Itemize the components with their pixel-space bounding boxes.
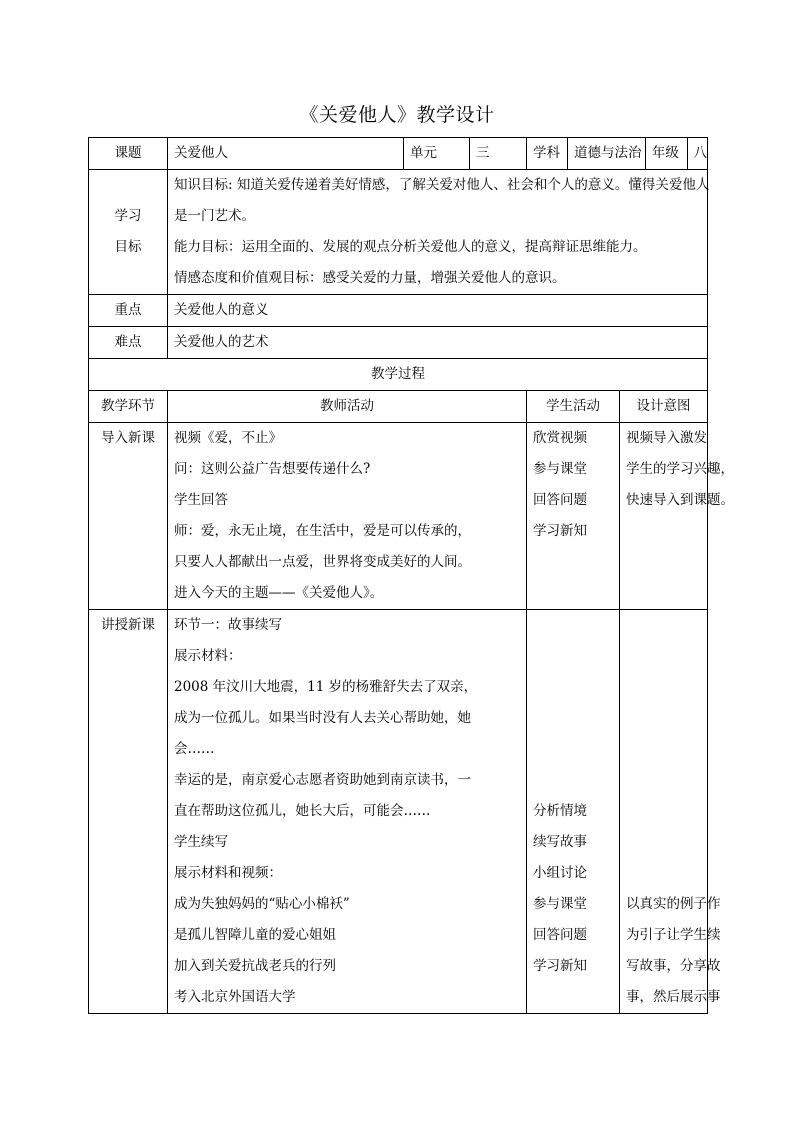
lecture-row <box>89 610 708 1014</box>
lecture-teacher-line: 加入到关爱抗战老兵的行列 <box>174 958 336 974</box>
lecture-teacher-line: 展示材料和视频： <box>174 865 282 881</box>
intro-teacher-line: 问：这则公益广告想要传递什么? <box>174 461 371 477</box>
lecture-teacher-line: 幸运的是，南京爱心志愿者资助她到南京读书，一 <box>174 772 471 788</box>
intro-teacher-line: 师：爱，永无止境，在生活中，爱是可以传承的， <box>174 523 471 539</box>
key-point-label: 重点 <box>89 295 168 327</box>
goal-line: 情感态度和价值观目标：感受关爱的力量，增强关爱他人的意识。 <box>174 270 566 286</box>
unit-value: 三 <box>470 138 527 170</box>
subject-label: 学科 <box>527 138 568 170</box>
lecture-student <box>527 610 620 1014</box>
lecture-teacher-line: 考入北京外国语大学 <box>174 989 296 1005</box>
lecture-teacher-line: 成为失独妈妈的“贴心小棉袄” <box>174 896 350 912</box>
lecture-student-line: 学习新知 <box>533 958 587 974</box>
intro-stage: 导入新课 <box>89 423 168 610</box>
lecture-teacher-line: 是孤儿智障儿童的爱心姐姐 <box>174 927 336 943</box>
lecture-intent <box>620 610 721 1014</box>
subject-grade-cell <box>568 138 708 170</box>
lecture-teacher-line: 会…… <box>174 741 215 757</box>
goals-label <box>89 170 168 295</box>
lecture-intent-line: 事，然后展示事 <box>626 989 721 1005</box>
header-row <box>89 138 708 170</box>
topic-label: 课题 <box>89 138 168 170</box>
col-student-header: 学生活动 <box>527 391 620 423</box>
goal-line: 知识目标: 知道关爱传递着美好情感，了解关爱对他人、社会和个人的意义。懂得关爱他人 <box>174 177 710 193</box>
intro-student-line: 回答问题 <box>533 492 587 508</box>
subject-value: 道德与法治 <box>568 138 646 169</box>
intro-student-line: 欣赏视频 <box>533 430 587 446</box>
key-point-row <box>89 295 708 327</box>
page-title: 《关爱他人》教学设计 <box>299 104 495 126</box>
difficulty-row <box>89 327 708 359</box>
intro-student <box>527 423 620 610</box>
lecture-student-line: 小组讨论 <box>533 865 587 881</box>
intro-teacher-line: 视频《爱，不止》 <box>174 430 282 446</box>
lecture-student-line: 参与课堂 <box>533 896 587 912</box>
lecture-intent-line: 为引子让学生续 <box>626 927 721 943</box>
lecture-teacher-line: 直在帮助这位孤儿，她长大后，可能会…… <box>174 803 431 819</box>
goal-line: 能力目标：运用全面的、发展的观点分析关爱他人的意义，提高辩证思维能力。 <box>174 239 647 255</box>
intro-row <box>89 423 708 610</box>
lecture-intent-line: 写故事，分享故 <box>626 958 721 974</box>
intro-student-line: 学习新知 <box>533 523 587 539</box>
goals-content <box>168 170 708 295</box>
lecture-student-line: 分析情境 <box>533 803 587 819</box>
goals-label-line: 学习 <box>114 208 142 224</box>
col-stage-header: 教学环节 <box>89 391 168 423</box>
col-teacher-header: 教师活动 <box>168 391 527 423</box>
unit-label: 单元 <box>404 138 470 170</box>
intro-teacher-line: 只要人人都献出一点爱，世界将变成美好的人间。 <box>174 554 471 570</box>
lecture-student-line: 回答问题 <box>533 927 587 943</box>
lecture-teacher <box>168 610 527 1014</box>
intro-teacher-line: 进入今天的主题——《关爱他人》。 <box>174 585 384 601</box>
difficulty-value: 关爱他人的艺术 <box>168 327 708 359</box>
lesson-plan-table <box>88 137 734 1014</box>
lecture-teacher-line: 展示材料： <box>174 648 242 664</box>
topic-value: 关爱他人 <box>168 138 404 170</box>
difficulty-label: 难点 <box>89 327 168 359</box>
col-intent-header: 设计意图 <box>620 391 708 423</box>
goals-row <box>89 170 708 295</box>
goals-label-line: 目标 <box>114 239 142 255</box>
grade-label: 年级 <box>646 138 688 169</box>
lecture-student-line: 续写故事 <box>533 834 587 850</box>
intro-teacher-line: 学生回答 <box>174 492 228 508</box>
intro-student-line: 参与课堂 <box>533 461 587 477</box>
lecture-teacher-line: 环节一：故事续写 <box>174 617 282 633</box>
key-point-value: 关爱他人的意义 <box>168 295 708 327</box>
intro-intent-line: 学生的学习兴趣， <box>626 461 734 477</box>
lecture-teacher-line: 2008 年汶川大地震，11 岁的杨雅舒失去了双亲， <box>174 679 478 695</box>
lecture-intent-line: 以真实的例子作 <box>626 896 721 912</box>
intro-intent-line: 快速导入到课题。 <box>626 492 734 508</box>
lecture-stage: 讲授新课 <box>89 610 168 1014</box>
process-heading: 教学过程 <box>89 359 708 391</box>
process-heading-row <box>89 359 708 391</box>
intro-teacher <box>168 423 527 610</box>
intro-intent <box>620 423 734 610</box>
intro-intent-line: 视频导入激发 <box>626 430 707 446</box>
lecture-teacher-line: 学生续写 <box>174 834 228 850</box>
grade-value: 八 <box>693 145 707 161</box>
lecture-teacher-line: 成为一位孤儿。如果当时没有人去关心帮助她，她 <box>174 710 471 726</box>
process-columns-row <box>89 391 708 423</box>
goal-line: 是一门艺术。 <box>174 208 255 224</box>
